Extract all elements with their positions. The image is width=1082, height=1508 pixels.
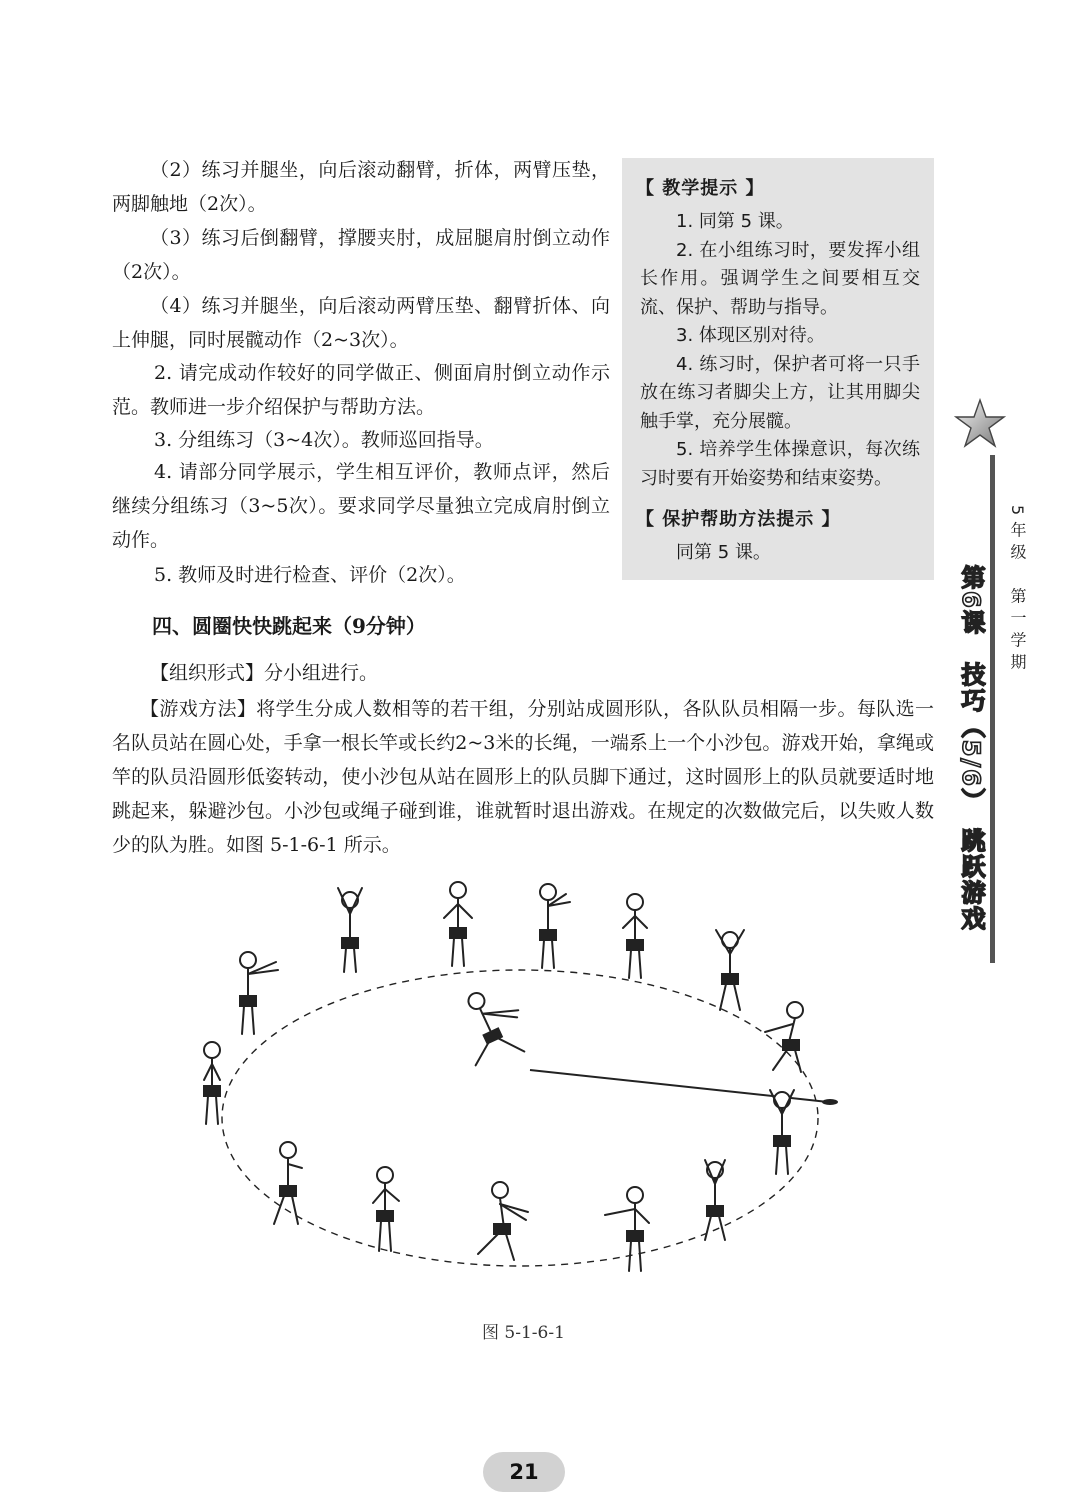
tip-item-4: 4. 练习时，保护者可将一只手放在练习者脚尖上方，让其用脚尖触手掌，充分展髋。 <box>640 353 920 432</box>
paragraph-group-practice: 3. 分组练习（3~4次）。教师巡回指导。 <box>154 429 494 451</box>
figure-caption: 图 5-1-6-1 <box>482 1323 565 1343</box>
paragraph-step-3: （3）练习后倒翻臂，撑腰夹肘，成屈腿肩肘倒立动作（2次）。 <box>112 227 610 283</box>
tip-item-2: 2. 在小组练习时，要发挥小组长作用。强调学生之间要相互交流、保护、帮助与指导。 <box>640 239 920 318</box>
paragraph-step-2: （2）练习并腿坐，向后滚动翻臂，折体，两臂压垫，两脚触地（2次）。 <box>112 159 610 215</box>
player-figure-6 <box>765 1002 803 1072</box>
paragraph-check: 5. 教师及时进行检查、评价（2次）。 <box>154 564 466 586</box>
paragraph-organization: 【组织形式】分小组进行。 <box>150 662 379 684</box>
grade-label: 5年级 第一学期 <box>1008 505 1027 676</box>
player-figure-11 <box>373 1167 399 1251</box>
protection-tips-title: 【 保护帮助方法提示 】 <box>636 509 841 530</box>
player-figure-8 <box>705 1160 725 1240</box>
lesson-title: 第6课 技巧（5/6） 跳跃游戏 <box>957 565 985 932</box>
tip-item-3: 3. 体现区别对待。 <box>676 325 825 346</box>
tip-item-1: 1. 同第 5 课。 <box>676 211 794 232</box>
player-figure-7 <box>770 1090 794 1174</box>
player-figure-13 <box>204 1042 220 1124</box>
player-figure-5 <box>716 930 744 1010</box>
star-icon <box>954 398 1006 450</box>
teaching-tips-box <box>622 158 934 580</box>
paragraph-show-evaluate: 4. 请部分同学展示，学生相互评价，教师点评，然后继续分组练习（3~5次）。要求同学尽量独立完成肩肘倒立动作。 <box>112 461 610 551</box>
sandbag-icon <box>822 1099 838 1105</box>
player-figure-14 <box>240 952 278 1034</box>
page-number: 21 <box>483 1452 565 1492</box>
paragraph-demo: 2. 请完成动作较好的同学做正、侧面肩肘倒立动作示范。教师进一步介绍保护与帮助方法。 <box>112 362 610 418</box>
section-heading: 四、圆圈快快跳起来（9分钟） <box>152 614 426 638</box>
sidebar-divider <box>990 455 995 963</box>
player-figure-4 <box>623 894 647 978</box>
player-figure-10 <box>478 1182 528 1260</box>
player-figure-2 <box>444 882 472 966</box>
player-figure-3 <box>540 884 570 968</box>
circle-jump-game-illustration <box>190 880 850 1300</box>
tip-item-5: 5. 培养学生体操意识，每次练习时要有开始姿势和结束姿势。 <box>640 439 920 489</box>
center-player-figure <box>448 979 535 1072</box>
player-figure-1 <box>338 888 362 972</box>
tips-title: 【 教学提示 】 <box>636 178 765 199</box>
protection-tip-item: 同第 5 课。 <box>676 542 771 563</box>
paragraph-game-method: 【游戏方法】将学生分成人数相等的若干组，分别站成圆形队，各队队员相隔一步。每队选一名队员站在圆心处，手拿一根长竿或长约2~3米的长绳，一端系上一个小沙包。游戏开始，拿绳或竿的队员沿圆形低姿转动，使小沙包从站在圆形上的队员脚下通过，这时圆形上的队员就要适时地跳起来，躲避沙包。小沙包或绳子碰到谁，谁就暂时退出游戏。在规定的次数做完后，以失败人数少的队为胜。如图 5-1-6-1 所示。 <box>112 698 934 856</box>
player-figure-9 <box>605 1187 649 1271</box>
circle-formation-outline <box>222 970 818 1266</box>
paragraph-step-4: （4）练习并腿坐，向后滚动两臂压垫、翻臂折体、向上伸腿，同时展髋动作（2~3次）。 <box>112 295 610 351</box>
